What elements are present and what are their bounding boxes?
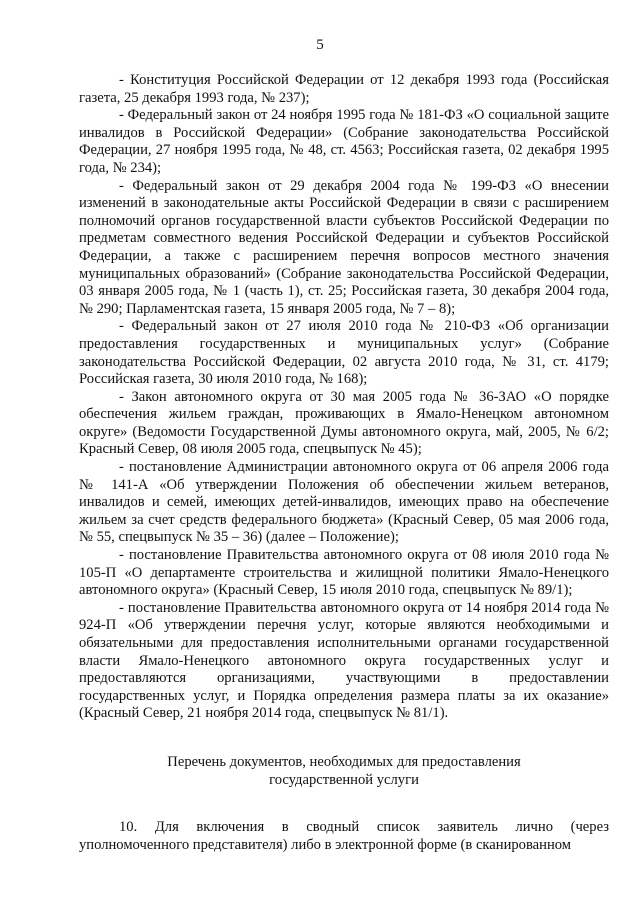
list-item: - постановление Правительства автономного округа от 14 ноября 2014 года № 924-П «Об утверждении перечня услуг, которые являются необходимыми и обязательными для предоставления исполнительными органами государственной власти Ямало-Ненецкого автономного округа государственных услуг и предоставляются организациями, участвующими в предоставлении государственных услуг, и Порядка определения размера платы за их оказание» (Красный Север, 21 ноября 2014 года, спецвыпуск № 81/1).: [79, 599, 609, 722]
section-heading-line: Перечень документов, необходимых для предоставления: [167, 753, 521, 770]
page-number: 5: [316, 37, 324, 53]
section-heading-line: государственной услуги: [269, 771, 419, 788]
list-item: - Федеральный закон от 27 июля 2010 года № 210-ФЗ «Об организации предоставления государственных и муниципальных услуг» (Собрание законодательства Российской Федерации, 02 августа 2010 года, № 31, ст. 4179; Российская газета, 30 июля 2010 года, № 168);: [79, 318, 609, 388]
section-heading: [79, 753, 609, 789]
list-item: - постановление Правительства автономного округа от 08 июля 2010 года № 105-П «О департаменте строительства и жилищной политики Ямало-Ненецкого автономного округа» (Красный Север, 15 июля 2010 года, спецвыпуск № 89/1);: [79, 547, 609, 599]
list-item: - Федеральный закон от 24 ноября 1995 года № 181-ФЗ «О социальной защите инвалидов в Российской Федерации» (Собрание законодательства Российской Федерации, 27 ноября 1995 года, № 48, ст. 4563; Российская газета, 02 декабря 1995 года, № 234);: [79, 107, 609, 176]
paragraph-item-10: 10. Для включения в сводный список заявитель лично (через уполномоченного представителя) либо в электронной форме (в сканированном: [79, 818, 609, 853]
list-item: - Федеральный закон от 29 декабря 2004 года № 199-ФЗ «О внесении изменений в законодательные акты Российской Федерации в связи с расширением полномочий органов государственной власти субъектов Российской Федерации по предметам совместного ведения Российской Федерации и субъектов Российской Федерации, а также с расширением перечня вопросов местного значения муниципальных образований» (Собрание законодательства Российской Федерации, 03 января 2005 года, № 1 (часть 1), ст. 25; Российская газета, 30 декабря 2004 года, № 290; Парламентская газета, 15 января 2005 года, № 7 – 8);: [79, 177, 609, 317]
list-item: - Закон автономного округа от 30 мая 2005 года № 36-ЗАО «О порядке обеспечения жильем граждан, проживающих в Ямало-Ненецком автономном округе» (Ведомости Государственной Думы автономного округа, май, 2005, № 6/2; Красный Север, 08 июля 2005 года, спецвыпуск № 45);: [79, 388, 609, 458]
list-item: - Конституция Российской Федерации от 12 декабря 1993 года (Российская газета, 25 декабря 1993 года, № 237);: [79, 72, 609, 106]
document-body: [79, 72, 609, 854]
list-item: - постановление Администрации автономного округа от 06 апреля 2006 года № 141-А «Об утверждении Положения об обеспечении жильем ветеранов, инвалидов и семей, имеющих детей-инвалидов, имеющих право на обеспечение жильем за счет средств федерального бюджета» (Красный Север, 05 мая 2006 года, № 55, спецвыпуск № 35 – 36) (далее – Положение);: [79, 459, 609, 546]
